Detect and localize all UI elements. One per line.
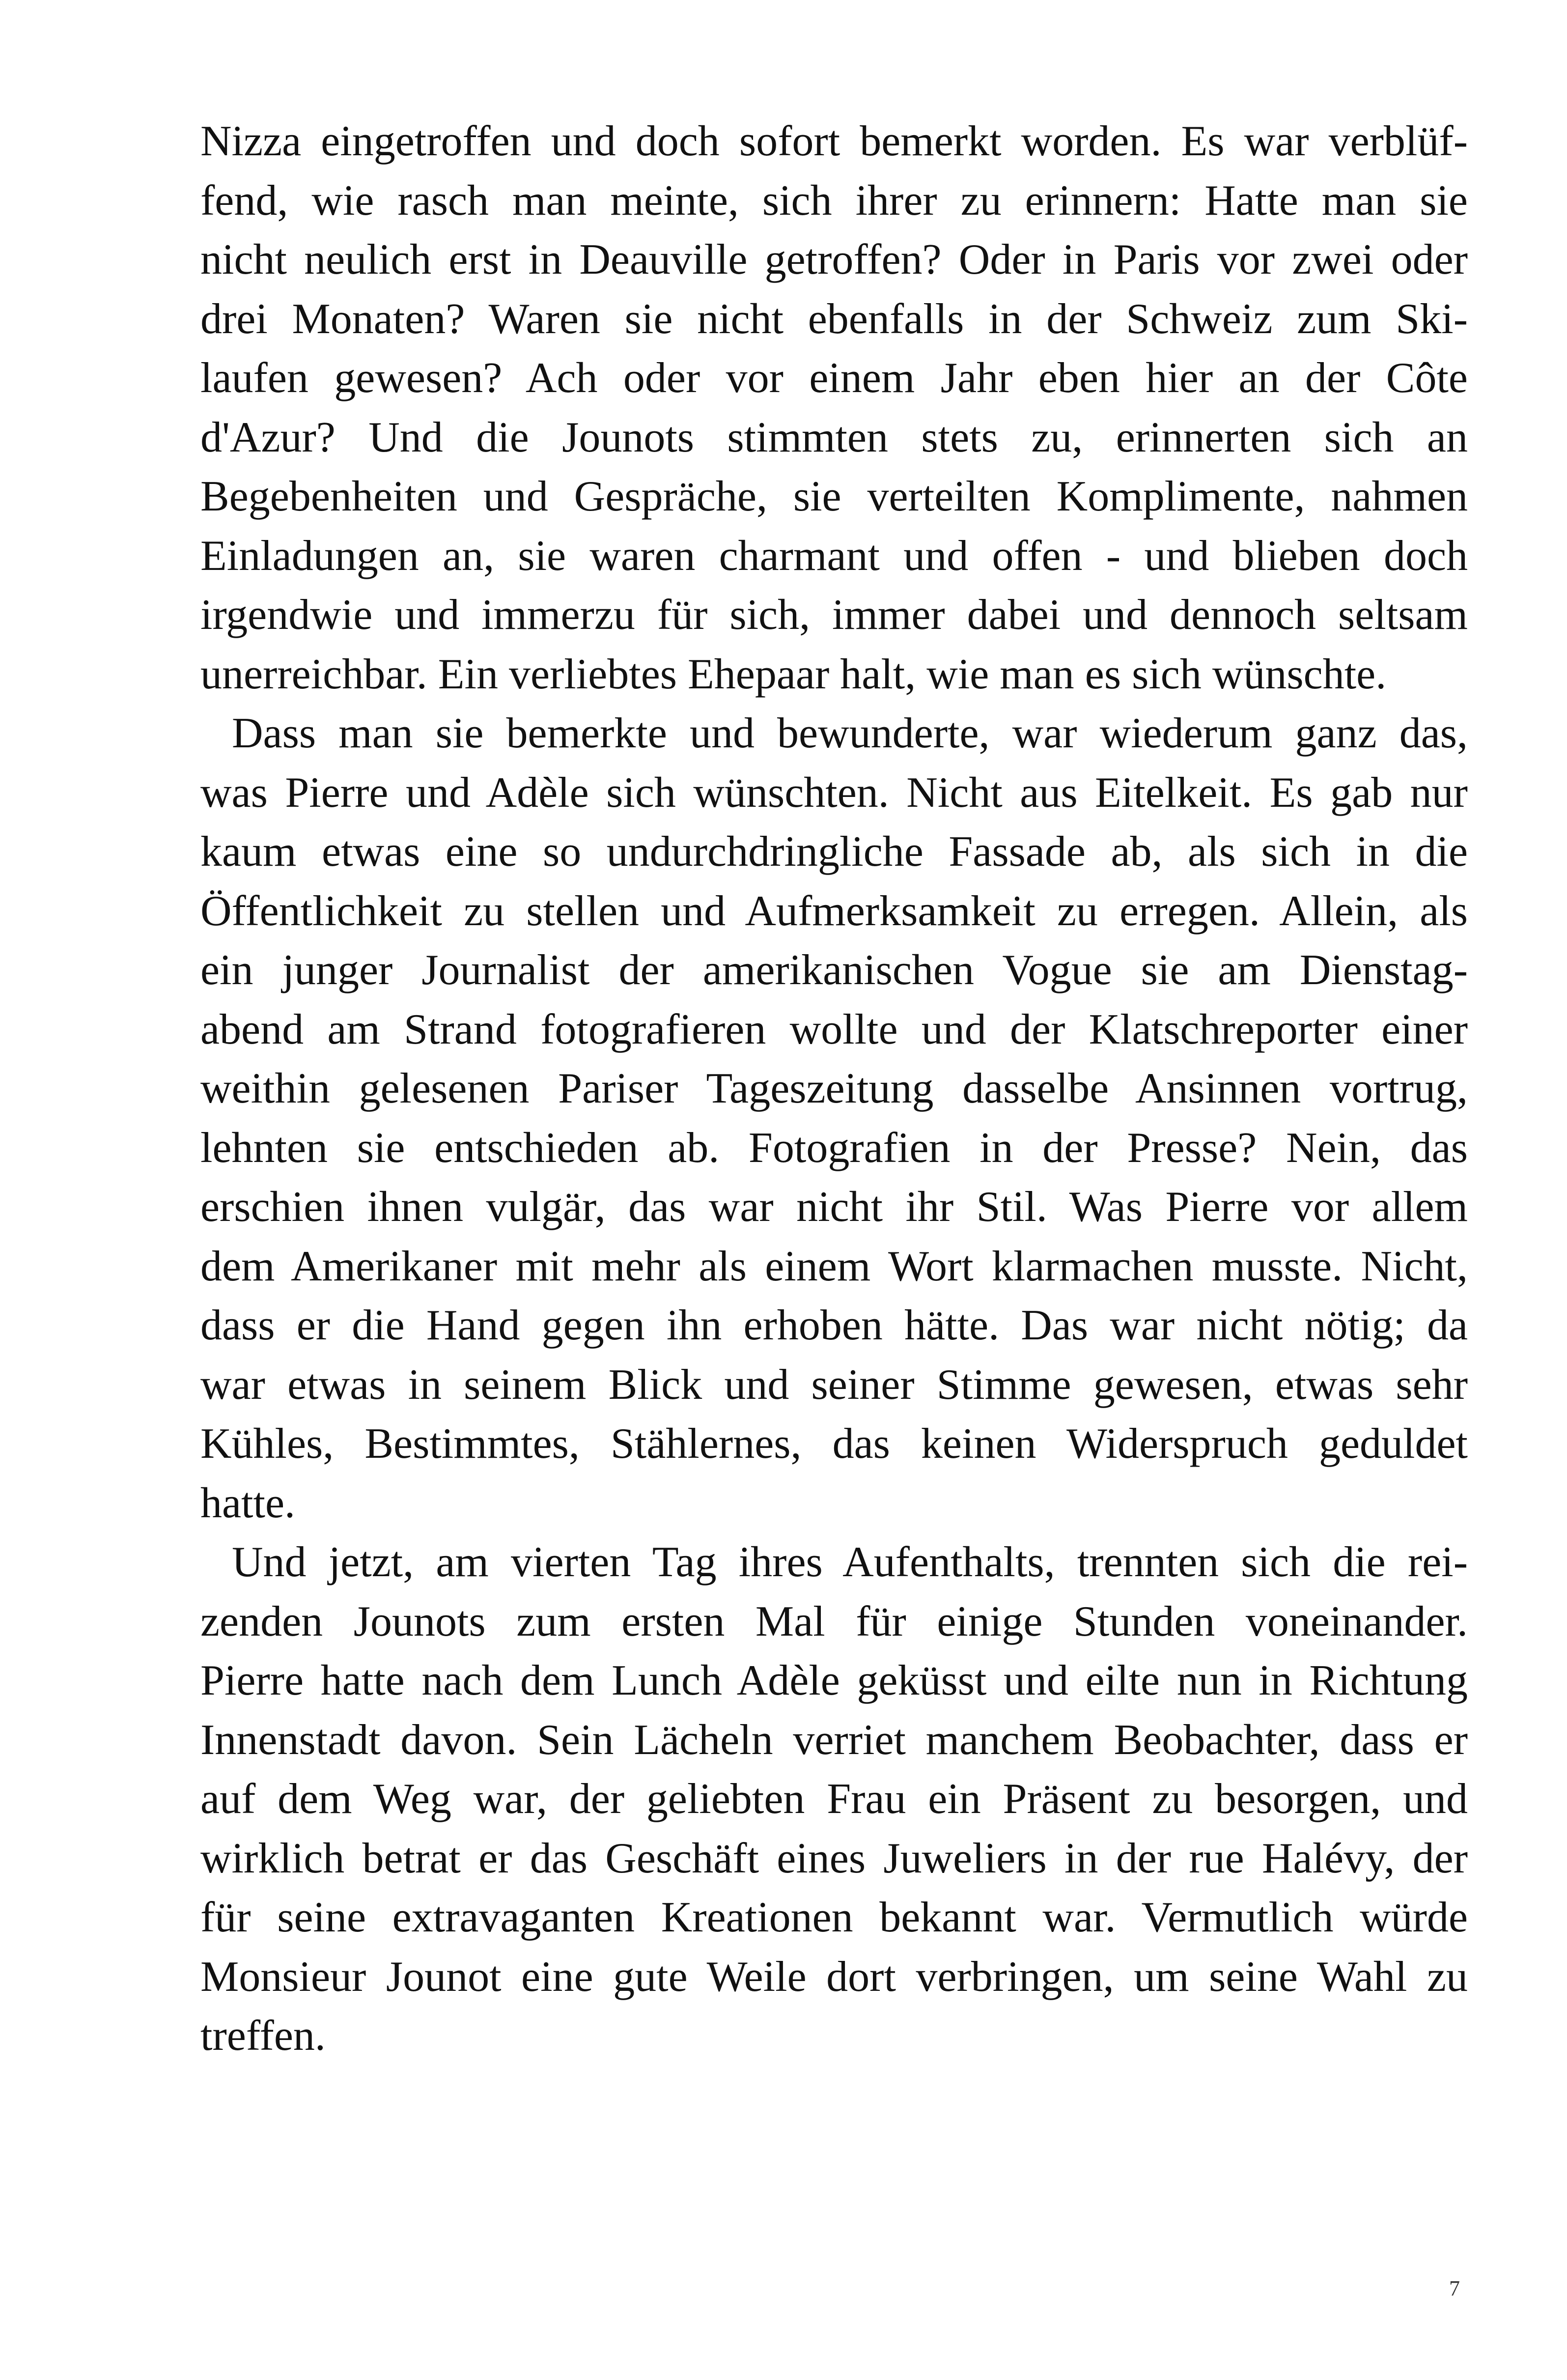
text-line: fend, wie rasch man meinte, sich ihrer zu erinnern: Hatte man sie — [200, 176, 1468, 225]
text-line: d'Azur? Und die Jounots stimmten stets zu, erinnerten sich an — [200, 413, 1468, 461]
text-line: Innenstadt davon. Sein Lächeln verriet manchem Beobachter, dass er — [200, 1716, 1468, 1764]
text-line: irgendwie und immerzu für sich, immer dabei und dennoch seltsam — [200, 591, 1468, 639]
text-line: dass er die Hand gegen ihn erhoben hätte. Das war nicht nötig; da — [200, 1302, 1468, 1349]
text-line: ein junger Journalist der amerikanischen Vogue sie am Dienstag- — [200, 946, 1468, 994]
text-line: Nizza eingetroffen und doch sofort bemerkt worden. Es war verblüf- — [200, 117, 1468, 165]
text-line: Begebenheiten und Gespräche, sie verteilten Komplimente, nahmen — [200, 473, 1468, 520]
text-line: zenden Jounots zum ersten Mal für einige Stunden voneinander. — [200, 1597, 1468, 1645]
text-line: Pierre hatte nach dem Lunch Adèle geküsst und eilte nun in Richtung — [200, 1657, 1468, 1704]
text-line: wirklich betrat er das Geschäft eines Juweliers in der rue Halévy, der — [200, 1834, 1468, 1882]
text-line: was Pierre und Adèle sich wünschten. Nicht aus Eitelkeit. Es gab nur — [200, 768, 1468, 817]
text-line: nicht neulich erst in Deauville getroffen? Oder in Paris vor zwei oder — [200, 236, 1468, 283]
text-line: abend am Strand fotografieren wollte und der Klatschreporter einer — [200, 1005, 1468, 1053]
text-line: treffen. — [200, 2012, 326, 2060]
text-line: unerreichbar. Ein verliebtes Ehepaar halt, wie man es sich wünschte. — [200, 650, 1387, 698]
text-line: Monsieur Jounot eine gute Weile dort verbringen, um seine Wahl zu — [200, 1953, 1468, 2001]
text-line: Dass man sie bemerkte und bewunderte, war wiederum ganz das, — [232, 709, 1468, 757]
text-line: Kühles, Bestimmtes, Stählernes, das keinen Widerspruch geduldet — [200, 1420, 1468, 1468]
paragraph-1 — [200, 112, 1468, 704]
text-line: für seine extravaganten Kreationen bekannt war. Vermutlich würde — [200, 1894, 1468, 1941]
paragraph-3 — [200, 1533, 1468, 2066]
text-line: weithin gelesenen Pariser Tageszeitung dasselbe Ansinnen vortrug, — [200, 1065, 1468, 1112]
text-line: Und jetzt, am vierten Tag ihres Aufenthalts, trennten sich die rei- — [232, 1538, 1468, 1586]
text-line: erschien ihnen vulgär, das war nicht ihr Stil. Was Pierre vor allem — [200, 1183, 1468, 1231]
text-line: war etwas in seinem Blick und seiner Stimme gewesen, etwas sehr — [200, 1360, 1468, 1409]
text-line: lehnten sie entschieden ab. Fotografien in der Presse? Nein, das — [200, 1124, 1468, 1172]
text-line: hatte. — [200, 1479, 296, 1527]
text-line: kaum etwas eine so undurchdringliche Fassade ab, als sich in die — [200, 828, 1468, 876]
text-line: auf dem Weg war, der geliebten Frau ein Präsent zu besorgen, und — [200, 1775, 1468, 1823]
page-number: 7 — [1449, 2276, 1460, 2300]
body-text — [200, 112, 1468, 2066]
text-line: laufen gewesen? Ach oder vor einem Jahr eben hier an der Côte — [200, 354, 1468, 402]
text-line: Einladungen an, sie waren charmant und offen - und blieben doch — [200, 532, 1468, 580]
text-line: drei Monaten? Waren sie nicht ebenfalls in der Schweiz zum Ski- — [200, 295, 1468, 343]
text-line: dem Amerikaner mit mehr als einem Wort klarmachen musste. Nicht, — [200, 1242, 1468, 1290]
paragraph-2 — [200, 704, 1468, 1533]
text-line: Öffentlichkeit zu stellen und Aufmerksamkeit zu erregen. Allein, als — [200, 887, 1468, 935]
